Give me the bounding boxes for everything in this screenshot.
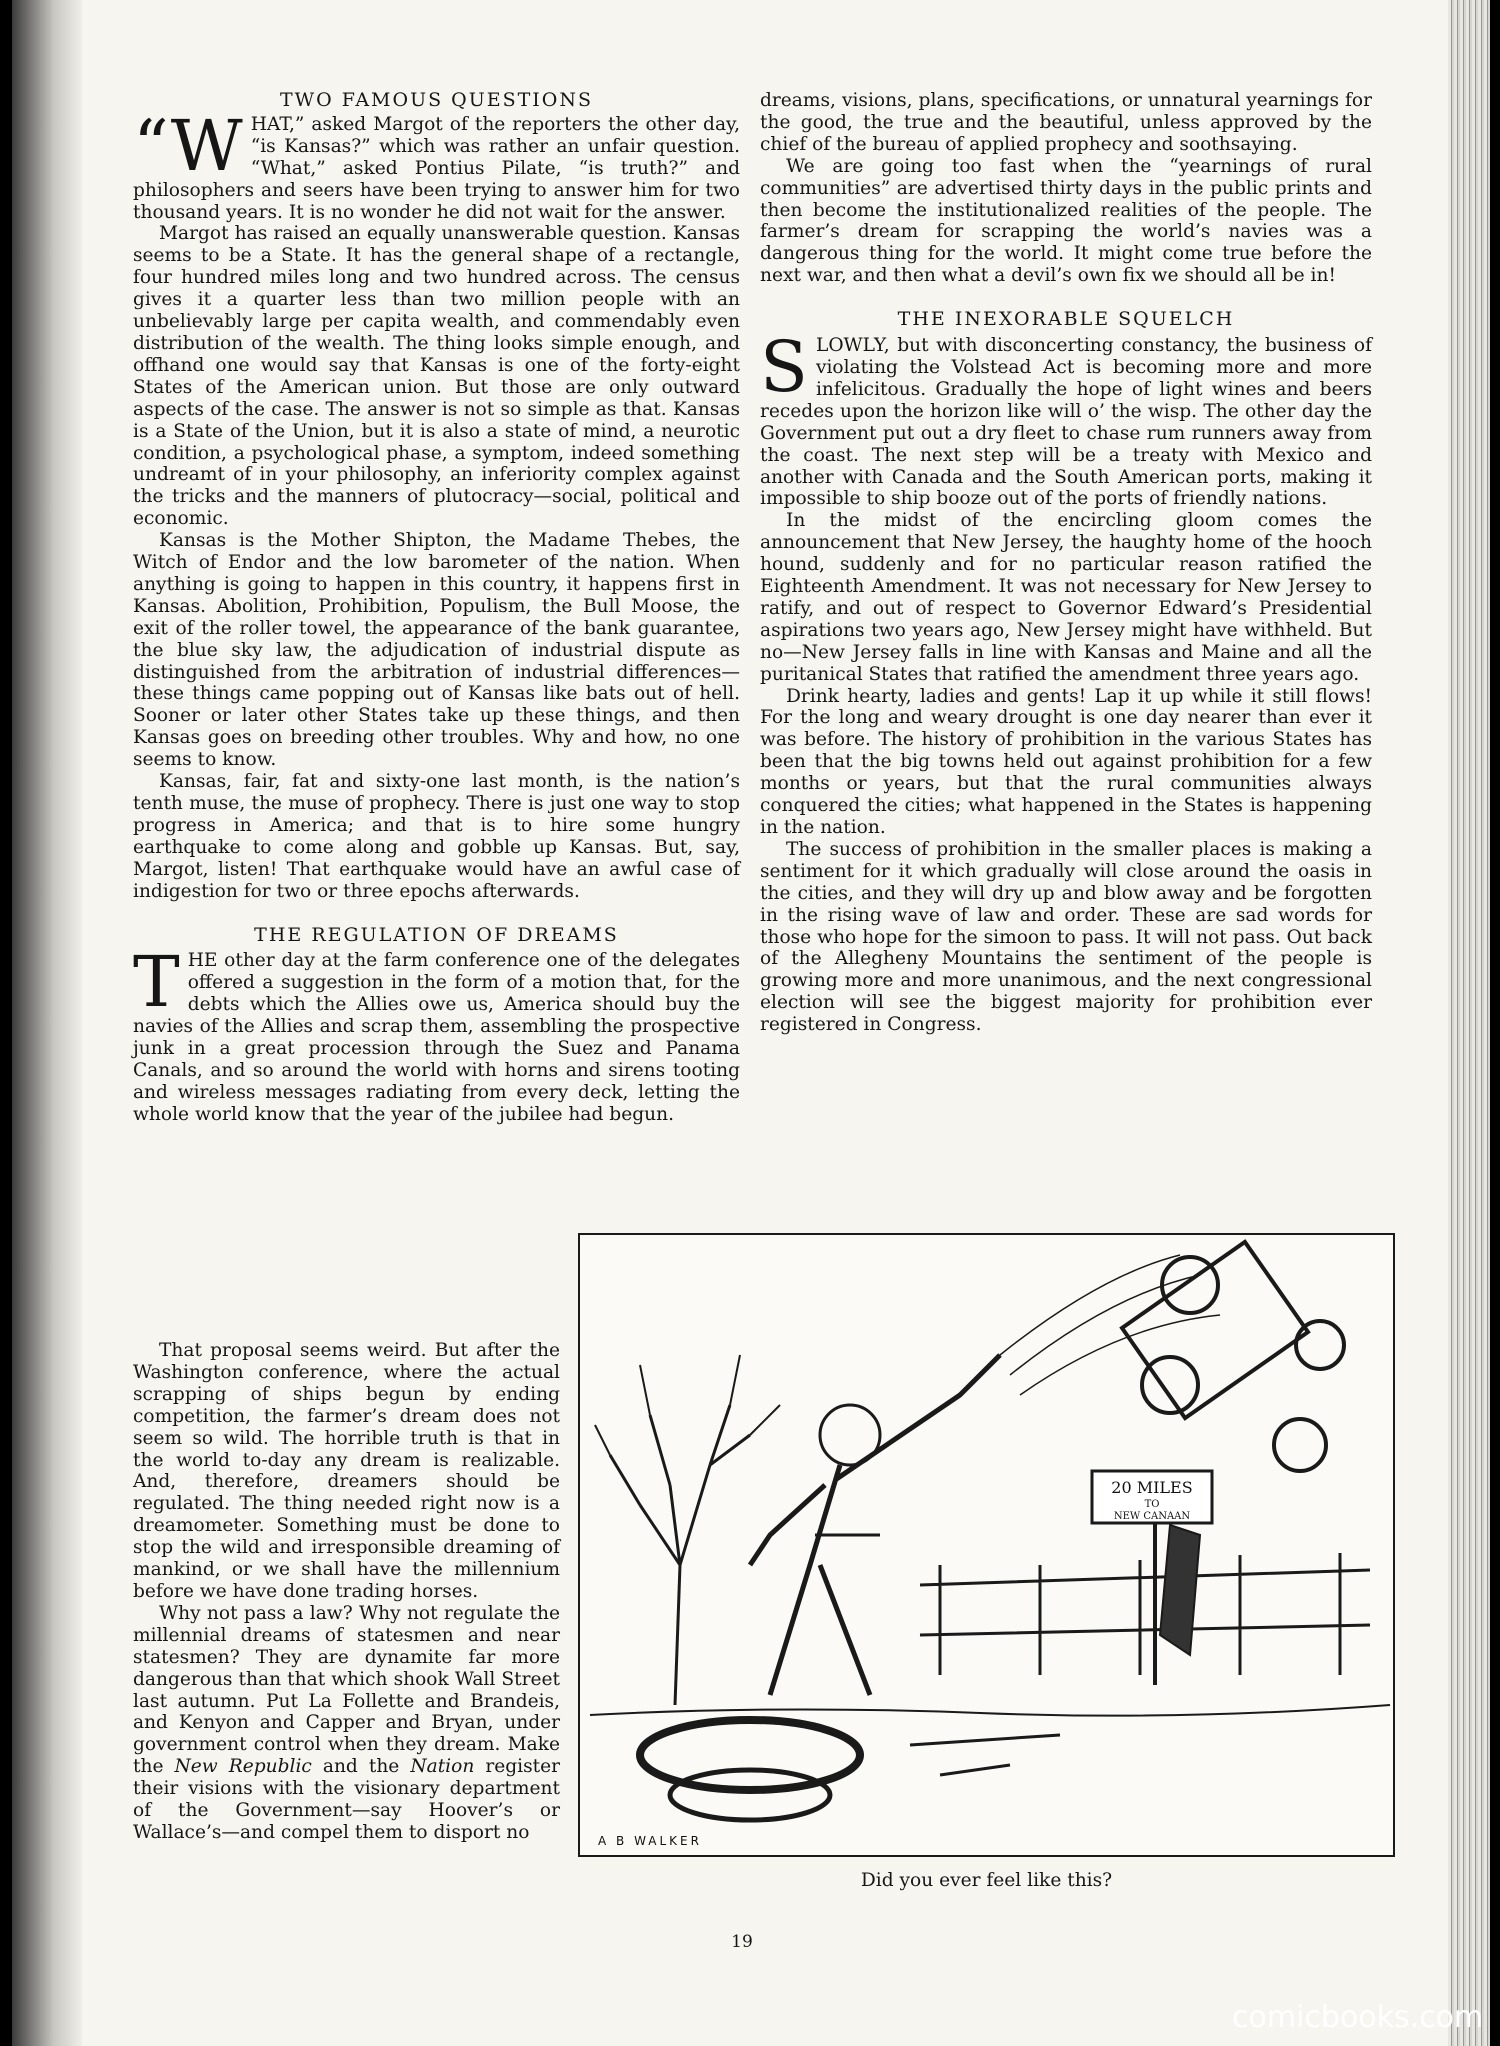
- page-number: 19: [731, 1932, 753, 1952]
- right-column: [760, 90, 1372, 1036]
- heading-inexorable-squelch: THE INEXORABLE SQUELCH: [897, 308, 1235, 331]
- left-column-lower: [133, 1340, 560, 1844]
- coat: [1160, 1525, 1200, 1655]
- fence: [920, 1553, 1370, 1675]
- tree-trunk: [610, 1405, 750, 1705]
- article1-paragraph-3: Kansas is the Mother Shipton, the Madame Thebes, the Witch of Endor and the low barometer of the nation. When anything is going to happen in this country, it happens first in Kansas. Abolition, Prohibition, Populism, the Bull Moose, the exit of the roller towel, the appearance of the bank guarantee, the blue sky law, the adjudication of industrial dispute as distinguished from the arbitration of industrial differences—these things came popping out of Kansas like bats out of hell. Sooner or later other States take up these things, and then Kansas goes on breeding other troubles. Why and how, no one seems to know.: [133, 530, 740, 771]
- heading-two-famous-questions: TWO FAMOUS QUESTIONS: [279, 89, 594, 111]
- cartoon-illustration: [578, 1233, 1395, 1857]
- tools: [910, 1735, 1060, 1775]
- article1-paragraph-2: Margot has raised an equally unanswerable question. Kansas seems to be a State. It has the general shape of a rectangle, four hundred miles long and two hundred across. The census gives it a quarter less than two million people with an unbelievably large per capita wealth, and commendably even distribution of the wealth. The thing looks simple enough, and offhand one would say that Kansas is one of the forty-eight States of the American union. But those are only outward aspects of the case. The answer is not so simple as that. Kansas is a State of the Union, but it is also a state of mind, a neurotic condition, a psychological phase, a symptom, indeed something undreamt of in your philosophy, an inferiority complex against the tricks and the manners of plutocracy—social, political and economic.: [133, 223, 740, 530]
- cartoon-drawing: [580, 1235, 1393, 1855]
- motion-lines: [1000, 1255, 1220, 1395]
- article2-paragraph-4: We are going too fast when the “yearnings of rural communities” are advertised thirty days in the public prints and then become the institutionalized realities of the people. The farmer’s dream for scrapping the world’s navies was a dangerous thing for the world. It might come true before the next war, and then what a devil’s own fix we should all be in!: [760, 155, 1372, 287]
- sign-text-line2: TO: [1144, 1499, 1160, 1510]
- dropcap-w: “W: [133, 104, 243, 187]
- article1-paragraph-4: Kansas, fair, fat and sixty-one last month, is the nation’s tenth muse, the muse of prophecy. There is just one way to stop progress in America; and that is to hire some hungry earthquake to come along and gobble up Kansas. But, say, Margot, listen! That earthquake would have an awful case of indigestion for two or three epochs afterwards.: [133, 771, 740, 902]
- italic-nation: Nation: [410, 1756, 475, 1778]
- article3-paragraph-4: The success of prohibition in the smaller places is making a sentiment for it which gradually will close around the oasis in the cities, and they will dry up and blow away and be forgotten in the rising wave of law and order. These are sad words for those who hope for the simoon to pass. It will not pass. Out back of the Allegheny Mountains the sentiment of the people is growing more and more unanimous, and the next congressional election will see the biggest majority for prohibition ever registered in Congress.: [760, 838, 1372, 1036]
- sign-text-line1: 20 MILES: [1111, 1478, 1193, 1497]
- article2-continuation: dreams, visions, plans, specifications, or unnatural yearnings for the good, the true and the beautiful, unless approved by the chief of the bureau of applied prophecy and soothsaying.: [760, 90, 1372, 155]
- article2-paragraph-3: Why not pass a law? Why not regulate the millennial dreams of statesmen and near statesmen? They are dynamite far more dangerous than that which shook Wall Street last autumn. Put La Follette and Brandeis, and Kenyon and Capper and Bryan, under government control when they dream. Make the New Republic and the Nation register their visions with the visionary department of the Government—say Hoover’s or Wallace’s—and compel them to disport no: [133, 1602, 560, 1843]
- man-body: [750, 1355, 1000, 1695]
- flying-car: [1122, 1242, 1344, 1471]
- watermark: comicbooks.com: [1232, 2000, 1484, 2035]
- article2-paragraph-1: THE other day at the farm conference one of the delegates offered a suggestion in the form of a motion that, for the debts which the Allies owe us, America should buy the navies of the Allies and scrap them, assembling the prospective junk in a great procession through the Suez and Panama Canals, and so around the world with horns and sirens tooting and wireless messages radiating from every deck, letting the whole world know that the year of the jubilee had begun.: [133, 941, 740, 1125]
- article2-paragraph-2: That proposal seems weird. But after the Washington conference, where the actual scrapping of ships begun by ending competition, the farmer’s dream does not seem so wild. The horrible truth is that in the world to-day any dream is realizable. And, therefore, dreamers should be regulated. The thing needed right now is a dreamometer. Something must be done to stop the wild and irresponsible dreaming of mankind, or we shall have the millennium before we have done trading horses.: [133, 1340, 560, 1602]
- sign-text-line3: NEW CANAAN: [1113, 1511, 1191, 1522]
- tire: [640, 1720, 860, 1790]
- dropcap-s: S: [760, 326, 808, 409]
- article3-paragraph-3: Drink hearty, ladies and gents! Lap it up while it still flows! For the long and weary drought is one day nearer than ever it was before. The history of prohibition in the various States has been that the big towns held out against prohibition for a few months or years, but that the rural communities always conquered the cities; what happened in the States is happening in the nation.: [760, 685, 1372, 838]
- binding-gutter: [12, 0, 82, 2046]
- left-column: [133, 90, 740, 1126]
- article3-paragraph-1: SLOWLY, but with disconcerting constancy, the business of violating the Volstead Act is becoming more and more infelicitous. Gradually the hope of light wines and beers recedes upon the horizon like will o’ the wisp. The other day the Government put out a dry fleet to chase rum runners away from the coast. The next step will be a treaty with Mexico and another with Canada and the South American ports, making it impossible to ship booze out of the ports of friendly nations.: [760, 326, 1372, 510]
- article1-paragraph-1: “WHAT,” asked Margot of the reporters the other day, “is Kansas?” which was rather an unfair question. “What,” asked Pontius Pilate, “is truth?” and philosophers and seers have been trying to answer him for two thousand years. It is no wonder he did not wait for the answer.: [133, 104, 740, 223]
- italic-new-republic: New Republic: [174, 1756, 312, 1778]
- heading-regulation-of-dreams: THE REGULATION OF DREAMS: [254, 923, 619, 946]
- artist-signature: A B WALKER: [598, 1834, 702, 1848]
- dropcap-t: T: [133, 941, 180, 1024]
- cartoon-caption: Did you ever feel like this?: [860, 1870, 1113, 1891]
- article3-paragraph-2: In the midst of the encircling gloom comes the announcement that New Jersey, the haughty home of the hooch hound, suddenly and for no particular reason ratified the Eighteenth Amendment. It was not necessary for New Jersey to ratify, and out of respect to Governor Edward’s Presidential aspirations two years ago, New Jersey might have withheld. But no—New Jersey falls in line with Kansas and Maine and all the puritanical States that ratified the amendment three years ago.: [760, 510, 1372, 685]
- magazine-page: [12, 0, 1467, 2046]
- page-edges: [1448, 0, 1490, 2046]
- ground-line: [590, 1705, 1390, 1716]
